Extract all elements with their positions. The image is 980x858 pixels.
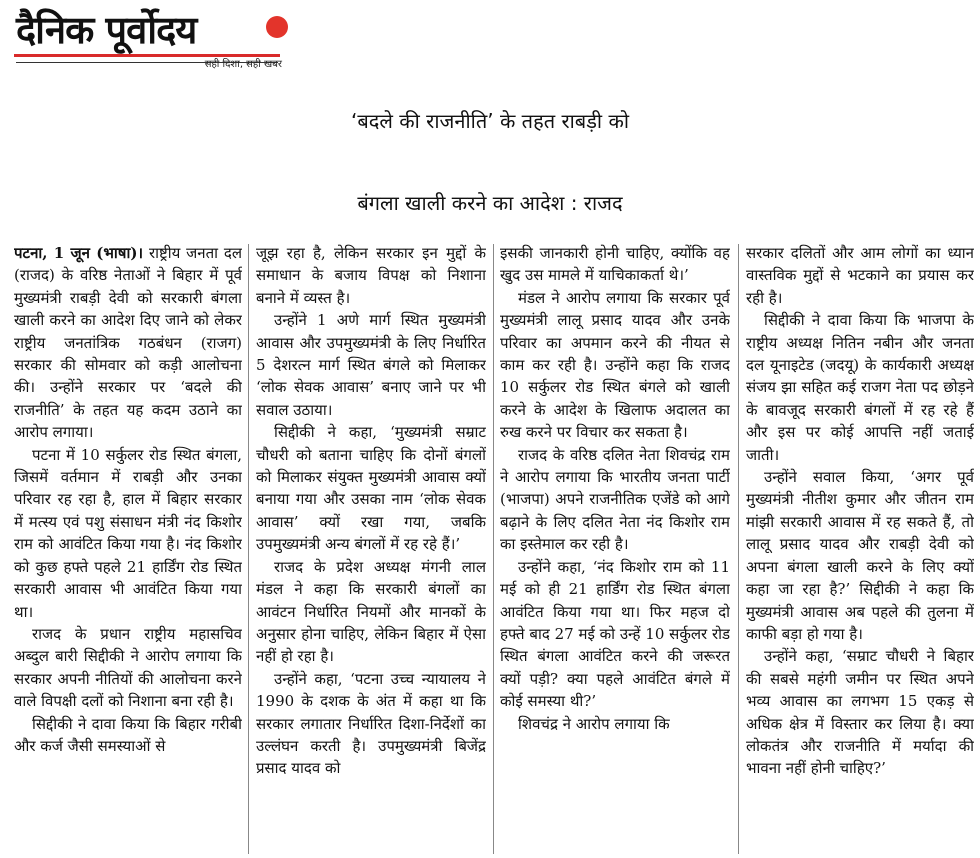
dateline: पटना, 1 जून (भाषा)। [14,244,144,262]
article-paragraph: पटना में 10 सर्कुलर रोड स्थित बंगला, जिसमें वर्तमान में राबड़ी और उनका परिवार रह रहा है, हाल में बिहार सरकार में मत्स्य एवं पशु संसाधन मंत्री नंद किशोर राम को आवंटित किया गया है। नंद किशोर को कुछ हफ्ते पहले 21 हार्डिंग रोड स्थित सरकारी आवास भी आवंटित किया गया था। [14,445,242,621]
article-paragraph: मंडल ने आरोप लगाया कि सरकार पूर्व मुख्यमंत्री लालू प्रसाद यादव और उनके परिवार का अपमान करने की नीयत से काम कर रही है। उन्होंने कहा कि राजद 10 सर्कुलर रोड स्थित बंगले को खाली करने के आदेश के खिलाफ अदालत का रुख करने पर विचार कर सकता है। [500,288,730,442]
article-paragraph: राजद के प्रधान राष्ट्रीय महासचिव अब्दुल बारी सिद्दीकी ने आरोप लगाया कि सरकार अपनी नीतियों की आलोचना करने वाले विपक्षी दलों को निशाना बना रही है। [14,624,242,711]
article-paragraph: सिद्दीकी ने कहा, ‘मुख्यमंत्री सम्राट चौधरी को बताना चाहिए कि दोनों बंगलों को मिलाकर संयुक्त मुख्यमंत्री आवास क्यों बनाया गया और उसका नाम ‘लोक सेवक आवास’ क्यों रखा गया, जबकि उपमुख्यमंत्री अन्य बंगलों में रह रहे हैं।’ [256,423,486,554]
logo-sun-icon [266,16,288,38]
article-paragraph: राजद के वरिष्ठ दलित नेता शिवचंद्र राम ने आरोप लगाया कि भारतीय जनता पार्टी (भाजपा) अपने राजनीतिक एजेंडे को आगे बढ़ाने के लिए दलित नेता नंद किशोर राम का इस्तेमाल कर रही है। [500,445,730,554]
article-paragraph: शिवचंद्र ने आरोप लगाया कि [518,714,670,733]
article-paragraph: इसकी जानकारी होनी चाहिए, क्योंकि वह खुद उस मामले में याचिकाकर्ता थे।’ [500,244,730,285]
article-paragraph: सरकार दलितों और आम लोगों का ध्यान वास्तविक मुद्दों से भटकाने का प्रयास कर रही है। [746,244,974,307]
article-column-2 [256,242,486,858]
article-paragraph: उन्होंने 1 अणे मार्ग स्थित मुख्यमंत्री आवास और उपमुख्यमंत्री के लिए निर्धारित 5 देशरत्न मार्ग स्थित बंगले को मिलाकर ‘लोक सेवक आवास’ बनाए जाने पर भी सवाल उठाया। [256,311,486,419]
article-column-3 [500,242,730,858]
newspaper-logo: दैनिक पूर्वोदय [16,8,197,52]
masthead [10,4,282,74]
headline-line-1: ‘बदले की राजनीति’ के तहत राबड़ी को [350,109,630,133]
article-column-4 [746,242,974,858]
article-paragraph: जूझ रहा है, लेकिन सरकार इन मुद्दों के समाधान के बजाय विपक्ष को निशाना बनाने में व्यस्त है। [256,244,486,307]
article-paragraph: उन्होंने कहा, ‘नंद किशोर राम को 11 मई को ही 21 हार्डिंग रोड स्थित बंगला आवंटित किया गया था। फिर महज दो हफ्ते बाद 27 मई को उन्हें 10 सर्कुलर रोड स्थित बंगला आवंटित करने की जरूरत क्यों पड़ी? क्या पहले आवंटित बंगले में कोई समस्या थी?’ [500,557,730,711]
column-divider [738,244,739,854]
column-divider [248,244,249,854]
headline-line-2: बंगला खाली करने का आदेश : राजद [357,191,623,215]
masthead-tagline: सही दिशा, सही खबर [204,59,282,70]
article-paragraph [14,242,242,444]
column-divider [493,244,494,854]
article-paragraph: सिद्दीकी ने दावा किया कि भाजपा के राष्ट्रीय अध्यक्ष नितिन नबीन और जनता दल यूनाइटेड (जदयू) के कार्यकारी अध्यक्ष संजय झा सहित कई राजग नेता पद छोड़ने के बावजूद सरकारी बंगलों में रह रहे हैं और इस पर कोई आपत्ति नहीं जताई जाती। [746,311,974,464]
article-paragraph: उन्होंने कहा, ‘पटना उच्च न्यायालय ने 1990 के दशक के अंत में कहा था कि सरकार लगातार निर्धारित दिशा-निर्देशों का उल्लंघन करती है। उपमुख्यमंत्री बिजेंद्र प्रसाद यादव को [256,669,486,778]
article-paragraph: उन्होंने सवाल किया, ‘अगर पूर्व मुख्यमंत्री नीतीश कुमार और जीतन राम मांझी सरकारी आवास में रह सकते हैं, तो लालू प्रसाद यादव और राबड़ी देवी को अपना बंगला खाली करने के लिए क्यों कहा जा रहा है?’ सिद्दीकी ने कहा कि मुख्यमंत्री आवास अब पहले की तुलना में काफी बड़ा हो गया है। [746,468,974,643]
paragraph-text: राष्ट्रीय जनता दल (राजद) के वरिष्ठ नेताओं ने बिहार में पूर्व मुख्यमंत्री राबड़ी देवी को सरकारी बंगला खाली करने का आदेश दिए जाने को लेकर राष्ट्रीय जनतांत्रिक गठबंधन (राजग) सरकार की सोमवार को कड़ी आलोचना की। उन्होंने सरकार पर ‘बदले की राजनीति’ के तहत यह कदम उठाने का आरोप लगाया। [14,244,242,442]
article-paragraph: उन्होंने कहा, ‘सम्राट चौधरी ने बिहार की सबसे महंगी जमीन पर स्थित अपने भव्य आवास का लगभग 15 एकड़ से अधिक क्षेत्र में विस्तार कर लिया है। क्या लोकतंत्र और राजनीति में मर्यादा की भावना नहीं होनी चाहिए?’ [746,647,974,778]
article-paragraph: सिद्दीकी ने दावा किया कि बिहार गरीबी और कर्ज जैसी समस्याओं से [14,714,242,755]
article-paragraph: राजद के प्रदेश अध्यक्ष मंगनी लाल मंडल ने कहा कि सरकारी बंगलों का आवंटन निर्धारित नियमों और मानकों के अनुसार होना चाहिए, लेकिन बिहार में ऐसा नहीं हो रहा है। [256,557,486,666]
article-column-1 [14,242,242,858]
